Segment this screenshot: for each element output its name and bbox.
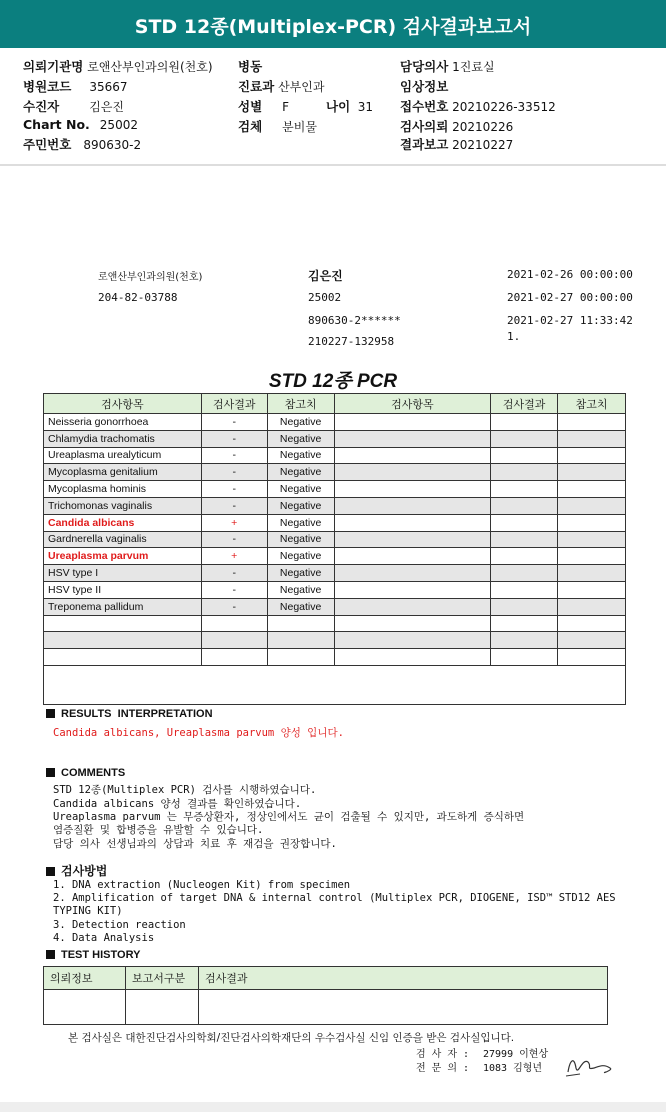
ward-field: 병동 (238, 59, 263, 74)
history-heading: TEST HISTORY (46, 949, 140, 961)
method-line: 1. DNA extraction (Nucleogen Kit) from specimen (53, 879, 351, 891)
sex-field: 성별 F (238, 99, 290, 114)
col-header-ref: 참고치 (267, 394, 334, 414)
specialist-value: 1083 김형년 (483, 1063, 543, 1074)
col-header-item-2: 검사항목 (334, 394, 491, 414)
col-header-ref-2: 참고치 (558, 394, 626, 414)
dept-field: 진료과 산부인과 (238, 79, 325, 94)
history-table (43, 966, 608, 1025)
bullet-square-icon (46, 709, 55, 718)
doc-date2: 2021-02-27 00:00:00 (507, 291, 633, 304)
history-row-empty (44, 990, 608, 1025)
doc-chart: 25002 (308, 291, 342, 304)
results-header-row (44, 394, 626, 414)
bullet-square-icon (46, 768, 55, 777)
pcr-title: STD 12종 PCR (268, 371, 398, 392)
history-col-report-type: 보고서구분 (126, 967, 199, 990)
table-row: Gardnerella vaginalis - Negative (44, 531, 626, 548)
bullet-square-icon (46, 950, 55, 959)
doc-date3-suffix: 1. (507, 330, 521, 343)
table-row: Mycoplasma genitalium - Negative (44, 464, 626, 481)
examiner-value: 27999 이현상 (483, 1049, 549, 1060)
comments-heading: COMMENTS (46, 767, 125, 779)
receipt-field: 접수번호 20210226-33512 (400, 99, 556, 114)
report-date-field: 결과보고 20210227 (400, 137, 514, 152)
method-heading: 검사방법 (46, 862, 107, 879)
col-header-result: 검사결과 (201, 394, 267, 414)
comment-line: Candida albicans 양성 결과를 확인하였습니다. (53, 798, 302, 810)
page-bottom-band (0, 1102, 666, 1112)
table-row-empty (44, 632, 626, 649)
method-line: 4. Data Analysis (53, 932, 155, 944)
table-row: Mycoplasma hominis - Negative (44, 481, 626, 498)
method-line: TYPING KIT) (53, 905, 123, 917)
comment-line: 염증질환 및 합병증을 유발할 수 있습니다. (53, 824, 264, 836)
report-title-bar (0, 0, 666, 48)
bullet-square-icon (46, 867, 55, 876)
specimen-field: 검체 분비물 (238, 119, 317, 134)
table-row: Neisseria gonorrhoea - Negative (44, 414, 626, 431)
comment-line: STD 12종(Multiplex PCR) 검사를 시행하였습니다. (53, 784, 317, 796)
method-line: 2. Amplification of target DNA & internal control (Multiplex PCR, DIOGENE, ISD™ STD12 AES (53, 892, 616, 904)
history-col-request: 의뢰정보 (44, 967, 126, 990)
certification-note: 본 검사실은 대한진단검사의학회/진단검사의학재단의 우수검사실 신임 인증을 받은 검사실입니다. (68, 1032, 515, 1044)
doc-id: 890630-2****** (308, 314, 401, 327)
table-row-blank (44, 665, 626, 704)
signature-icon (560, 1050, 620, 1080)
doctor-field: 담당의사 1진료실 (400, 59, 495, 74)
interpretation-heading: RESULTS INTERPRETATION (46, 708, 213, 720)
table-row: Ureaplasma urealyticum - Negative (44, 447, 626, 464)
age-field: 나이 31 (326, 99, 374, 114)
clinical-field: 임상정보 (400, 79, 449, 94)
chart-field: Chart No. 25002 (23, 117, 138, 132)
results-table (43, 393, 626, 705)
interpretation-text: Candida albicans, Ureaplasma parvum 양성 입니다. (53, 727, 344, 739)
report-title: STD 12종(Multiplex-PCR) 검사결과보고서 (134, 16, 532, 38)
patient-field: 수진자 김은진 (23, 99, 125, 114)
doc-phone: 204-82-03788 (98, 291, 178, 304)
table-row: Trichomonas vaginalis - Negative (44, 497, 626, 514)
table-row: HSV type I - Negative (44, 565, 626, 582)
doc-hospital: 로앤산부인과의원(천호) (98, 272, 203, 283)
col-header-item: 검사항목 (44, 394, 202, 414)
hospital-field: 의뢰기관명 로앤산부인과의원(천호) (23, 59, 213, 74)
code-field: 병원코드 35667 (23, 79, 128, 94)
table-row-positive: Candida albicans + Negative (44, 514, 626, 531)
col-header-result-2: 검사결과 (491, 394, 558, 414)
specialist-label: 전 문 의 : (416, 1063, 470, 1074)
comment-line: 담당 의사 선생님과의 상담과 치료 후 재검을 권장합니다. (53, 838, 337, 850)
table-row: HSV type II - Negative (44, 581, 626, 598)
table-row: Chlamydia trachomatis - Negative (44, 430, 626, 447)
history-col-result: 검사결과 (199, 967, 608, 990)
table-row-positive: Ureaplasma parvum + Negative (44, 548, 626, 565)
table-row-empty (44, 649, 626, 666)
doc-date1: 2021-02-26 00:00:00 (507, 268, 633, 281)
table-row: Treponema pallidum - Negative (44, 598, 626, 615)
id-field: 주민번호 890630-2 (23, 137, 142, 152)
request-field: 검사의뢰 20210226 (400, 119, 514, 134)
comment-line: Ureaplasma parvum 는 무증상환자, 정상인에서도 균이 검출될 수 있지만, 과도하게 증식하면 (53, 811, 525, 823)
header-divider (0, 164, 666, 166)
doc-receipt: 210227-132958 (308, 335, 395, 348)
doc-date3: 2021-02-27 11:33:42 (507, 314, 633, 327)
doc-name: 김은진 (308, 269, 343, 283)
table-row-empty (44, 615, 626, 632)
method-line: 3. Detection reaction (53, 919, 186, 931)
examiner-label: 검 사 자 : (416, 1049, 470, 1060)
history-header-row (44, 967, 608, 990)
